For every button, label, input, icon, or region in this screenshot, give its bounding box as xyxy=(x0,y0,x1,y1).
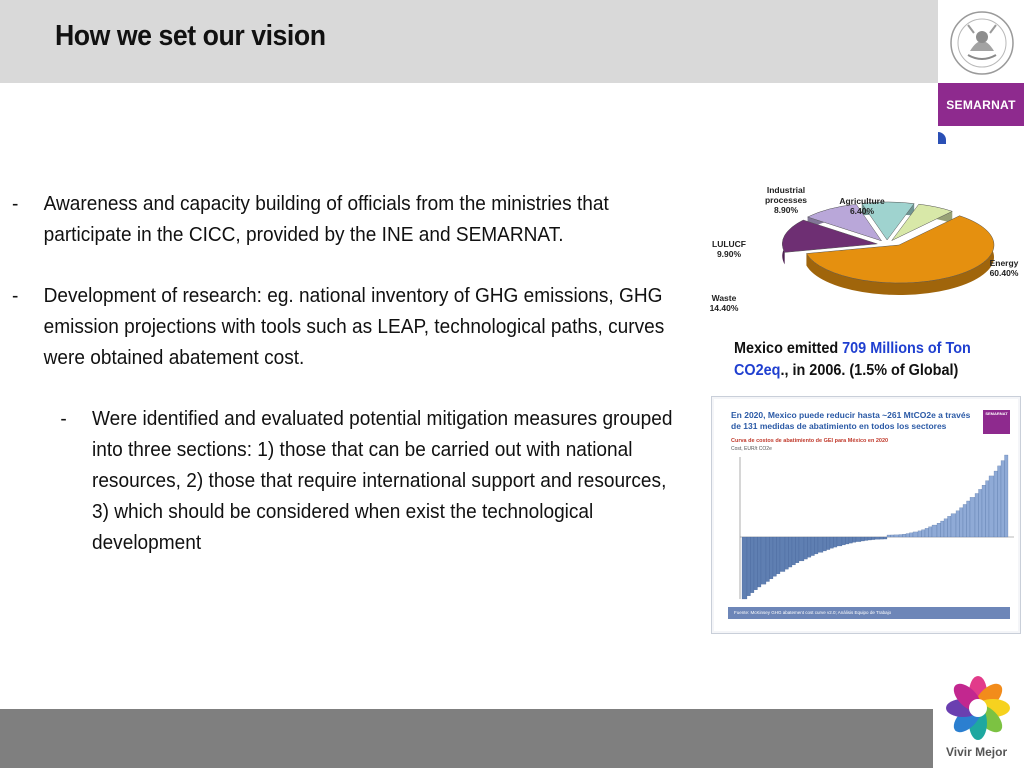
curve-bar xyxy=(780,537,785,572)
curve-bar xyxy=(799,537,804,561)
curve-bar xyxy=(925,528,929,537)
sub-bullet-marker: - xyxy=(60,407,67,430)
mexico-coat-of-arms-seal-icon xyxy=(946,3,1018,83)
curve-bar xyxy=(994,471,998,537)
pie-label-industrial xyxy=(756,185,816,215)
emissions-pie-chart xyxy=(704,183,1024,323)
curve-bar xyxy=(754,537,758,590)
pie-label-name: Agriculture xyxy=(839,196,885,206)
colorful-flower-logo-icon xyxy=(942,672,1014,744)
curve-bar xyxy=(742,537,747,599)
curve-bar xyxy=(887,535,891,537)
curve-bar xyxy=(906,534,910,537)
curve-bar xyxy=(932,525,937,537)
curve-bar xyxy=(770,537,774,579)
abatement-cost-curve-image xyxy=(711,396,1021,634)
curve-bar xyxy=(956,511,960,537)
abatement-curve-graphic xyxy=(728,453,1016,603)
curve-bar xyxy=(948,516,952,537)
bullet-marker: - xyxy=(12,192,19,215)
curve-bar xyxy=(747,537,751,596)
pie-label-value: 14.40% xyxy=(709,303,739,313)
curve-bar xyxy=(834,537,838,547)
curve-bar xyxy=(758,537,762,587)
curve-bar xyxy=(918,531,922,537)
curve-bar xyxy=(785,537,789,569)
curve-bar xyxy=(761,537,766,584)
emission-note-suffix: ., in 2006. (1.5% of Global) xyxy=(780,362,959,379)
curve-bar xyxy=(941,521,945,537)
curve-bar xyxy=(922,530,926,537)
pie-label-value: 60.40% xyxy=(989,268,1019,278)
pie-label-lulucf xyxy=(706,239,752,259)
curve-bar xyxy=(875,537,880,539)
curve-bar xyxy=(1005,455,1009,537)
emission-note-highlight: 709 Millions of Ton CO2eq xyxy=(734,340,971,379)
curve-bar xyxy=(861,537,865,541)
pie-label-name: LULUCF xyxy=(712,239,746,249)
pie-label-energy xyxy=(984,258,1024,278)
curve-bar xyxy=(937,523,941,537)
abatement-unit: Cost, EUR/t CO2e xyxy=(731,446,772,452)
curve-bar xyxy=(846,537,850,544)
curve-bar xyxy=(823,537,827,551)
pie-label-name: Energy xyxy=(989,258,1019,268)
curve-bar xyxy=(891,535,895,537)
curve-bar xyxy=(796,537,800,563)
pie-label-value: 8.90% xyxy=(773,205,799,215)
curve-bar xyxy=(777,537,781,574)
bullet-text: Development of research: eg. national inventory of GHG emissions, GHG emission projections with tools such as LEAP, technological paths, curves were obtained abatement cost. xyxy=(43,284,665,369)
bullet-text: Awareness and capacity building of officials from the ministries that participate in the CICC, provided by the INE and SEMARNAT. xyxy=(43,192,609,246)
curve-bar xyxy=(827,537,831,550)
curve-bar xyxy=(910,533,914,537)
curve-bar xyxy=(989,476,994,537)
bullet-item xyxy=(12,188,682,250)
emission-note-prefix: Mexico emitted xyxy=(734,340,843,357)
curve-bar xyxy=(865,537,869,540)
curve-bar xyxy=(880,537,884,539)
curve-bar xyxy=(951,514,956,537)
curve-bar xyxy=(903,534,907,537)
curve-bar xyxy=(818,537,823,552)
agency-logo: SEMARNAT xyxy=(938,83,1024,126)
bullet-marker: - xyxy=(12,284,19,307)
curve-bar xyxy=(998,466,1002,537)
curve-bar xyxy=(986,481,990,537)
curve-bar xyxy=(929,527,933,537)
curve-bar xyxy=(789,537,793,567)
curve-bar xyxy=(751,537,755,593)
bullet-item xyxy=(12,280,682,373)
curve-bar xyxy=(808,537,812,557)
curve-bar xyxy=(792,537,796,565)
curve-bar xyxy=(856,537,861,542)
curve-bar xyxy=(773,537,777,576)
curve-bar xyxy=(868,537,872,540)
curve-bar xyxy=(899,535,903,537)
curve-bar xyxy=(842,537,846,545)
sub-bullet-text: Were identified and evaluated potential mitigation measures grouped into three sections: 1) those that can be carried out with national resources, 2) those that require international support and resources, 3) which should be considered when exist the technological development xyxy=(91,407,673,554)
curve-bar xyxy=(830,537,834,548)
curve-bar xyxy=(849,537,853,543)
curve-bar xyxy=(872,537,876,540)
curve-bar xyxy=(967,501,971,537)
pie-label-waste xyxy=(704,293,744,313)
pie-label-value: 9.90% xyxy=(716,249,742,259)
curve-bar xyxy=(853,537,857,542)
decorative-mark xyxy=(938,132,946,144)
footer-bar xyxy=(0,709,933,768)
curve-bar xyxy=(1001,461,1005,537)
pie-label-agriculture xyxy=(832,196,892,216)
abatement-source: Fuente: McKinsey GHG abatement cost curve v2.0; Análisis Equipo de Trabajo xyxy=(728,607,1010,619)
pie-label-name: Industrial processes xyxy=(764,185,808,205)
abatement-agency-logo: SEMARNAT xyxy=(983,410,1010,434)
bullet-list xyxy=(12,188,692,558)
pie-label-name: Waste xyxy=(711,293,737,303)
curve-bar xyxy=(963,504,967,537)
curve-bar xyxy=(837,537,842,546)
slide-title: How we set our vision xyxy=(55,20,326,52)
curve-bar xyxy=(982,485,986,537)
curve-bar xyxy=(970,497,975,537)
abatement-subtitle: Curva de costos de abatimiento de GEI para México en 2020 xyxy=(731,438,889,444)
emission-note xyxy=(734,338,999,382)
curve-bar xyxy=(975,493,979,537)
curve-bar xyxy=(766,537,770,582)
curve-bar xyxy=(913,532,918,537)
curve-bar xyxy=(894,535,899,537)
curve-bar xyxy=(804,537,808,559)
curve-bar xyxy=(979,489,983,537)
curve-bar xyxy=(944,519,948,537)
pie-label-value: 6.40% xyxy=(849,206,875,216)
footer-tagline: Vivir Mejor xyxy=(946,745,1008,759)
abatement-headline: En 2020, Mexico puede reducir hasta ~261 MtCO2e a través de 131 medidas de abatimiento en todos los sectores xyxy=(731,410,971,431)
curve-bar xyxy=(811,537,815,556)
sub-bullet-item xyxy=(12,403,682,558)
curve-bar xyxy=(815,537,819,554)
curve-bar xyxy=(884,537,888,539)
curve-bar xyxy=(960,508,964,537)
